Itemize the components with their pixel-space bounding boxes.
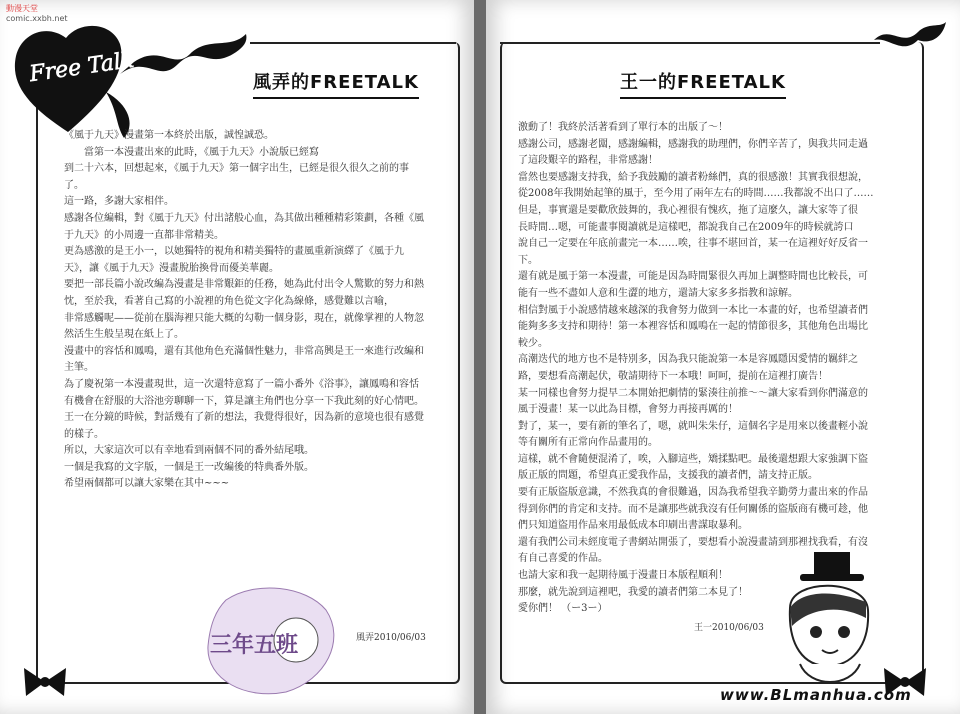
left-bow-icon	[20, 660, 70, 704]
chibi-character-illustration	[770, 548, 880, 688]
watermark-bottom: www.BLmanhua.com	[720, 686, 912, 704]
left-text-line: 有機會在舒服的大浴池旁聊聊一下，算是讓主角們也分享一下我此刻的好心情吧。	[64, 395, 424, 407]
right-text-line: 但是，事實還是要歡欣鼓舞的，我心裡很有愧疚，拖了這麼久，讓大家等了很	[518, 204, 858, 216]
watermark-top-line1: 動漫天堂	[6, 4, 38, 13]
right-text-line: 得到你們的肯定和支持。而不是讓那些就我沒有任何關係的盜版商有機可趁，他	[518, 503, 868, 515]
right-title-text: 王一的FREETALK	[620, 72, 786, 93]
right-text-line: 相信對風于小說感情越來越深的我會努力做到一本比一本畫的好，也希望讀者們	[518, 304, 868, 316]
left-text-line: 漫畫中的容恬和鳳鳴，還有其他角色充滿個性魅力，非常高興是王一來進行改編和	[64, 345, 424, 357]
left-text-line: 忱，至於我，看著自己寫的小說裡的角色從文字化為線條，感覺難以言喻，	[64, 295, 394, 307]
left-signature: 風弄2010/06/03	[356, 633, 426, 643]
left-text-line: 為了慶祝第一本漫畫現世，這一次還特意寫了一篇小番外《浴事》，讓鳳鳴和容恬	[64, 378, 419, 390]
left-title-text: 風弄的FREETALK	[253, 72, 419, 93]
left-frame-top-line	[250, 42, 456, 44]
right-text-line: 也請大家和我一起期待風于漫畫日本版程順利！	[518, 570, 728, 582]
left-text-line: 所以，大家這次可以有幸地看到兩個不同的番外結尾哦。	[64, 445, 314, 457]
right-text-line: 路，要想看高潮起伏，敬請期待下一本哦！呵呵，提前在這裡打廣告！	[518, 370, 828, 382]
swirl-ribbon-icon	[120, 34, 246, 74]
right-text-line: 這樣，就不會隨便混淆了，唉，入腳這些，矯揉點吧。最後還想跟大家強調下盜	[518, 453, 868, 465]
left-text-line: 于九天》的小周邊一直都非常精美。	[64, 229, 224, 241]
left-text-line: 這一路，多謝大家相伴。	[64, 196, 174, 208]
stamp-text: 三年五班	[210, 632, 299, 658]
right-text-line: 某一同樣也會努力提早二本開始把劇情的緊湊往前推～～讓大家看到你們滿意的	[518, 387, 868, 399]
right-text-line: 下。	[518, 254, 538, 266]
right-text-line: 激動了！我終於活著看到了單行本的出版了～！	[518, 122, 728, 133]
left-text-line: 要把一部長篇小說改編為漫畫是非常艱鉅的任務，她為此付出令人驚歎的努力和熱	[64, 279, 424, 291]
right-text-line: 當然也要感謝支持我，給予我鼓勵的讀者粉絲們，真的很感激！其實我很想說，	[518, 171, 868, 183]
top-right-ribbon-icon	[870, 18, 950, 58]
watermark-top-line2: comic.xxbh.net	[6, 14, 68, 23]
right-text-line: 有自己喜愛的作品。	[518, 553, 608, 565]
right-text-line: 們只知道盜用作品來用最低成本印刷出書謀取暴利。	[518, 520, 748, 532]
right-text-line: 那麼，就先說到這裡吧，我愛的讀者們第二本見了！	[518, 586, 748, 598]
left-text-line: 一個是我寫的文字版，一個是王一改編後的特典番外版。	[64, 461, 314, 473]
left-title-underline	[253, 97, 419, 99]
right-text-line: 較少。	[518, 337, 548, 349]
right-text-line: 說自己一定要在年底前畫完一本……唉，往事不堪回首，某一在這裡好好反省一	[518, 238, 868, 250]
right-text-line: 還有我們公司未經度電子書網站開張了，要想看小說漫畫請到那裡找我看，有沒	[518, 536, 868, 548]
right-text-line: 版正版的問題，希望真正愛我作品，支援我的讀者們，請支持正版。	[518, 470, 818, 482]
left-text-line: 然活生生般呈現在紙上了。	[64, 329, 184, 341]
left-text-line: 主筆。	[64, 362, 94, 374]
left-text-line: 更為感激的是王小一，以她獨特的視角和精美獨特的畫風重新演繹了《風于九	[64, 246, 404, 258]
right-text-line: 長時間…嗯，可能畫事閱讀就是這樣吧，都說我自己在2009年的時候就誇口	[518, 221, 854, 233]
right-text-line: 風于漫畫！某一以此為目標，會努力再接再厲的！	[518, 404, 738, 416]
left-body-text	[64, 128, 460, 493]
right-title	[620, 68, 786, 99]
left-text-line: 希望兩個都可以讓大家樂在其中~~~	[64, 478, 230, 490]
right-text-line: 了這段艱辛的路程，非常感謝！	[518, 155, 658, 167]
right-signature: 王一2010/06/03	[694, 623, 764, 633]
left-text-line: 《風于九天》漫畫第一本終於出版，誠惶誠恐。	[64, 130, 274, 141]
right-text-line: 感謝公司，感謝老闆，感謝編輯，感謝我的助理們，你們辛苦了，與我共同走過	[518, 138, 868, 150]
right-body-text	[518, 120, 914, 618]
right-text-line: 要有正版盜版意識，不然我真的會很難過，因為我希望我辛勤勞力畫出來的作品	[518, 487, 868, 499]
book-spine	[474, 0, 486, 714]
left-text-line: 當第一本漫畫出來的此時，《風于九天》小說版已經寫	[64, 146, 319, 158]
logo-text: Free Talk	[28, 47, 136, 88]
left-text-line: 了。	[64, 179, 84, 191]
left-text-line: 王一在分鏡的時候，對話幾有了新的想法，我覺得很好，因為新的意境也很有感覺	[64, 412, 424, 424]
left-text-line: 感謝各位編輯，對《風于九天》付出諸般心血，為其做出種種精彩策劃，各種《風	[64, 212, 424, 224]
right-text-line: 高潮迭代的地方也不是特別多，因為我只能說第一本是容鳳隱因愛情的羈絆之	[518, 354, 858, 366]
left-title	[253, 68, 419, 99]
left-text-line: 非常感觸呢——從前在腦海裡只能大概的勾勒一個身影，現在，就像掌裡的人物忽	[64, 312, 424, 324]
right-text-line: 等有關所有正常向作品畫用的。	[518, 437, 658, 449]
left-text-line: 的樣子。	[64, 428, 104, 440]
left-text-line: 到二十六本，回想起來，《風于九天》第一個字出生，已經是很久很久之前的事	[64, 163, 409, 175]
right-title-underline	[620, 97, 786, 99]
right-text-line: 從2008年我開始起筆的風于，至今用了兩年左右的時間……我都說不出口了……	[518, 188, 874, 200]
right-text-line: 能有一些不盡如人意和生澀的地方，還請大家多多指教和諒解。	[518, 287, 798, 299]
class-stamp-logo	[196, 580, 346, 700]
right-text-line: 能夠多多支持和期待！第一本裡容恬和鳳鳴在一起的情節很多，其他角色出場比	[518, 321, 868, 333]
right-text-line: 還有就是風于第一本漫畫，可能是因為時間緊很久再加上調整時間也比較長，可	[518, 271, 868, 283]
right-text-line: 對了，某一，要有新的筆名了，嗯，就叫朱朱仔，這個名字是用來以後畫輕小說	[518, 420, 868, 432]
right-frame-top-line	[500, 42, 880, 44]
free-talk-heart-logo	[8, 14, 253, 144]
right-text-line: 愛你們！ （ー3ー）	[518, 603, 608, 615]
left-text-line: 天》，讓《風于九天》漫畫脫胎換骨而優美華麗。	[64, 262, 279, 274]
